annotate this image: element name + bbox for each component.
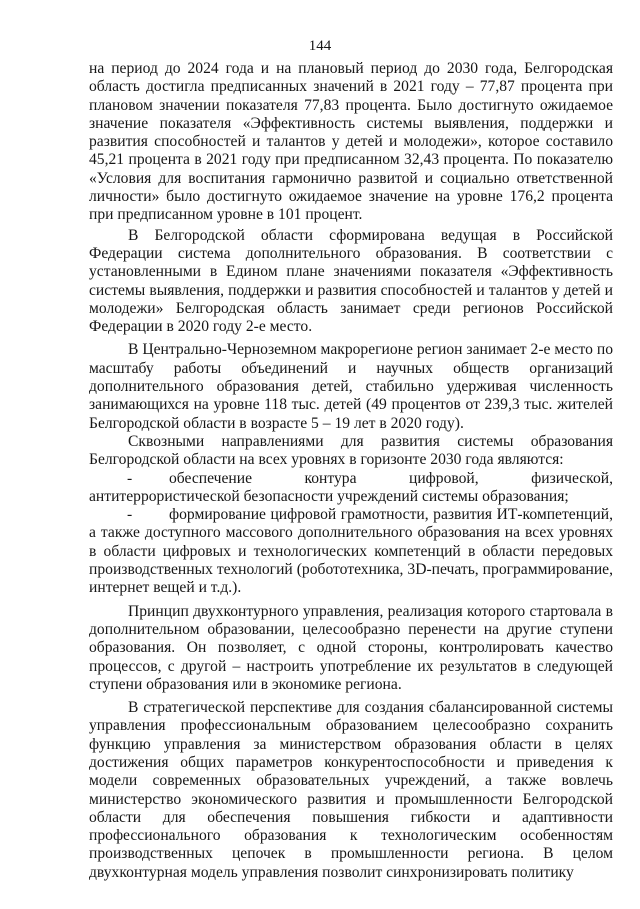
list-item [89, 470, 613, 507]
bullet-dash: - [127, 506, 133, 524]
paragraph: на период до 2024 года и на плановый период до 2030 года, Белгородская область достигла предписанных значений в 2021 году – 77,87 процента при плановом значении показателя 77,83 процента. Было достигнуто ожидаемое значение показателя «Эффективность системы выявления, поддержки и развития способностей и талантов у детей и молодежи», которое составило 45,21 процента в 2021 году при предписанном 32,43 процента. По показателю «Условия для воспитания гармонично развитой и социально ответственной личности» было достигнуто ожидаемое значение на уровне 176,2 процента при предписанном уровне в 101 процент. [89, 60, 613, 224]
paragraph: Сквозными направлениями для развития системы образования Белгородской области на всех уровнях в горизонте 2030 года являются: [89, 432, 613, 469]
list-item [89, 506, 613, 597]
paragraph: В стратегической перспективе для создания сбалансированной системы управления профессиональным образованием целесообразно сохранить функцию управления за министерством образования области в целях достижения общих параметров конкурентоспособности и приведения к модели современных образовательных учреждений, а также вовлечь министерство экономического развития и промышленности Белгородской области для обеспечения повышения гибкости и адаптивности профессионального образования к технологическим особенностям производственных цепочек в промышленности региона. В целом двухконтурная модель управления позволит синхронизировать политику [89, 699, 613, 881]
list-item-text: формирование цифровой грамотности, развития ИТ-компетенций, а также доступного массового дополнительного образования на всех уровнях в области цифровых и технологических компетенций в области передовых производственных технологий (робототехника, 3D-печать, программирование, интернет вещей и т.д.). [89, 506, 613, 597]
bullet-dash: - [127, 469, 133, 487]
paragraph: В Белгородской области сформирована ведущая в Российской Федерации система дополнительного образования. В соответствии с установленными в Едином плане значениями показателя «Эффективность системы выявления, поддержки и развития способностей и талантов у детей и молодежи» Белгородская область занимает среди регионов Российской Федерации в 2020 году 2-е место. [89, 226, 613, 336]
list-item-text: обеспечение контура цифровой, физической, антитеррористической безопасности учреждений системы образования; [89, 469, 613, 505]
page-number: 144 [308, 38, 332, 54]
document-body [89, 60, 613, 882]
paragraph: Принцип двухконтурного управления, реализация которого стартовала в дополнительном образовании, целесообразно перенести на другие ступени образования. Он позволяет, с одной стороны, контролировать качество процессов, с другой – настроить употребление их результатов в следующей ступени образования или в экономике региона. [89, 602, 613, 693]
paragraph: В Центрально-Черноземном макрорегионе регион занимает 2-е место по масштабу работы объединений и научных обществ организаций дополнительного образования детей, стабильно удерживая численность занимающихся на уровне 118 тыс. детей (49 процентов от 239,3 тыс. жителей Белгородской области в возрасте 5 – 19 лет в 2020 году). [89, 341, 613, 432]
